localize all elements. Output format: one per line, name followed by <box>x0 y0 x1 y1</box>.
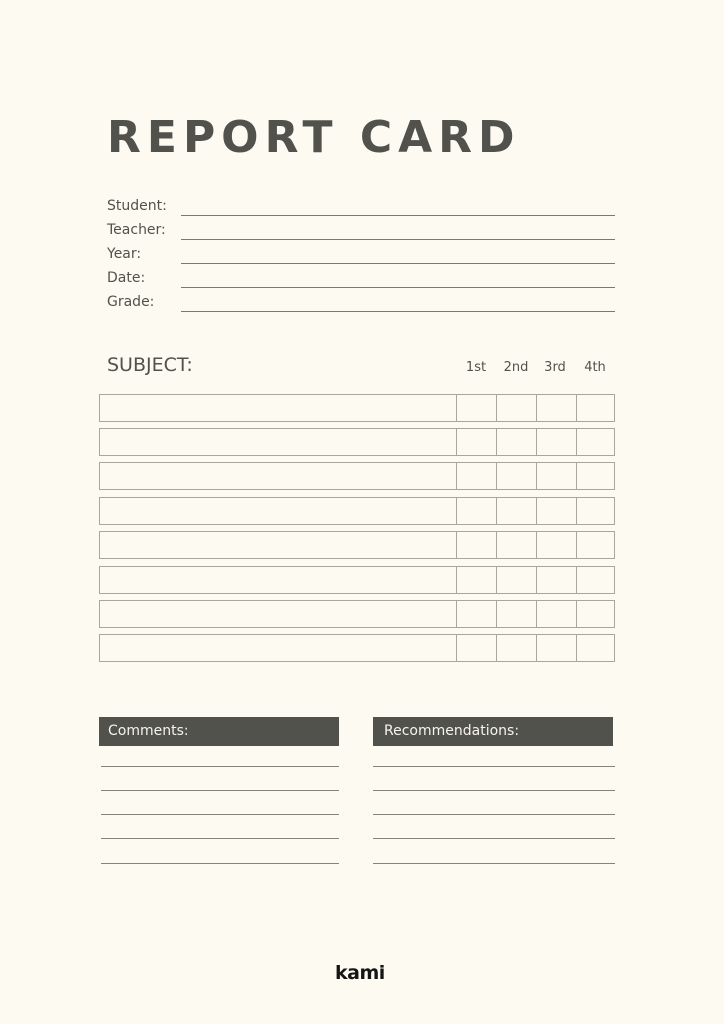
grade-cell-4th[interactable] <box>577 498 614 524</box>
field-teacher <box>107 218 615 240</box>
subject-cell[interactable] <box>100 395 457 421</box>
subject-cell[interactable] <box>100 498 457 524</box>
grade-cell-3rd[interactable] <box>537 532 577 558</box>
recommendation-line[interactable] <box>373 814 615 815</box>
field-label: Grade: <box>107 294 155 310</box>
field-input-line[interactable] <box>181 287 615 288</box>
subject-cell[interactable] <box>100 429 457 455</box>
recommendation-line[interactable] <box>373 838 615 839</box>
term-header-2nd: 2nd <box>503 360 529 375</box>
grade-cell-1st[interactable] <box>457 635 497 661</box>
comment-line[interactable] <box>101 766 339 767</box>
grade-cell-2nd[interactable] <box>497 567 537 593</box>
table-row <box>99 634 615 662</box>
grade-cell-4th[interactable] <box>577 532 614 558</box>
grade-cell-2nd[interactable] <box>497 395 537 421</box>
recommendations-header: Recommendations: <box>373 717 613 746</box>
field-student <box>107 194 615 216</box>
grade-cell-4th[interactable] <box>577 601 614 627</box>
comments-header: Comments: <box>99 717 339 746</box>
comment-line[interactable] <box>101 814 339 815</box>
grade-cell-3rd[interactable] <box>537 601 577 627</box>
table-row <box>99 566 615 594</box>
grade-cell-4th[interactable] <box>577 635 614 661</box>
recommendation-line[interactable] <box>373 790 615 791</box>
grade-cell-2nd[interactable] <box>497 429 537 455</box>
page-title: REPORT CARD <box>107 112 521 163</box>
grade-cell-4th[interactable] <box>577 429 614 455</box>
field-grade <box>107 290 615 312</box>
field-year <box>107 242 615 264</box>
term-header-1st: 1st <box>465 360 487 375</box>
field-label: Teacher: <box>107 222 166 238</box>
grade-cell-4th[interactable] <box>577 395 614 421</box>
subject-cell[interactable] <box>100 567 457 593</box>
grade-cell-3rd[interactable] <box>537 498 577 524</box>
field-input-line[interactable] <box>181 263 615 264</box>
recommendation-line[interactable] <box>373 766 615 767</box>
field-label: Date: <box>107 270 146 286</box>
grade-cell-3rd[interactable] <box>537 463 577 489</box>
field-label: Year: <box>107 246 142 262</box>
subject-cell[interactable] <box>100 532 457 558</box>
grade-cell-2nd[interactable] <box>497 463 537 489</box>
grade-cell-4th[interactable] <box>577 463 614 489</box>
grade-cell-3rd[interactable] <box>537 395 577 421</box>
grade-cell-1st[interactable] <box>457 395 497 421</box>
grade-cell-3rd[interactable] <box>537 567 577 593</box>
subject-header: SUBJECT: <box>107 354 193 376</box>
subject-cell[interactable] <box>100 601 457 627</box>
table-row <box>99 462 615 490</box>
subject-cell[interactable] <box>100 635 457 661</box>
comment-line[interactable] <box>101 790 339 791</box>
grade-cell-2nd[interactable] <box>497 635 537 661</box>
table-row <box>99 428 615 456</box>
grade-cell-1st[interactable] <box>457 429 497 455</box>
term-header-3rd: 3rd <box>544 360 566 375</box>
field-input-line[interactable] <box>181 215 615 216</box>
grade-cell-1st[interactable] <box>457 463 497 489</box>
grade-cell-2nd[interactable] <box>497 601 537 627</box>
table-row <box>99 394 615 422</box>
field-label: Student: <box>107 198 167 214</box>
grade-cell-1st[interactable] <box>457 567 497 593</box>
table-row <box>99 531 615 559</box>
recommendation-line[interactable] <box>373 863 615 864</box>
grade-cell-2nd[interactable] <box>497 532 537 558</box>
grade-cell-1st[interactable] <box>457 532 497 558</box>
grade-cell-1st[interactable] <box>457 601 497 627</box>
grade-cell-3rd[interactable] <box>537 429 577 455</box>
grade-cell-2nd[interactable] <box>497 498 537 524</box>
table-row <box>99 497 615 525</box>
grade-cell-4th[interactable] <box>577 567 614 593</box>
term-header-4th: 4th <box>584 360 606 375</box>
field-input-line[interactable] <box>181 311 615 312</box>
field-date <box>107 266 615 288</box>
grade-cell-1st[interactable] <box>457 498 497 524</box>
comment-line[interactable] <box>101 863 339 864</box>
subject-cell[interactable] <box>100 463 457 489</box>
comment-line[interactable] <box>101 838 339 839</box>
table-row <box>99 600 615 628</box>
kami-logo: kami <box>335 962 385 984</box>
field-input-line[interactable] <box>181 239 615 240</box>
grade-cell-3rd[interactable] <box>537 635 577 661</box>
